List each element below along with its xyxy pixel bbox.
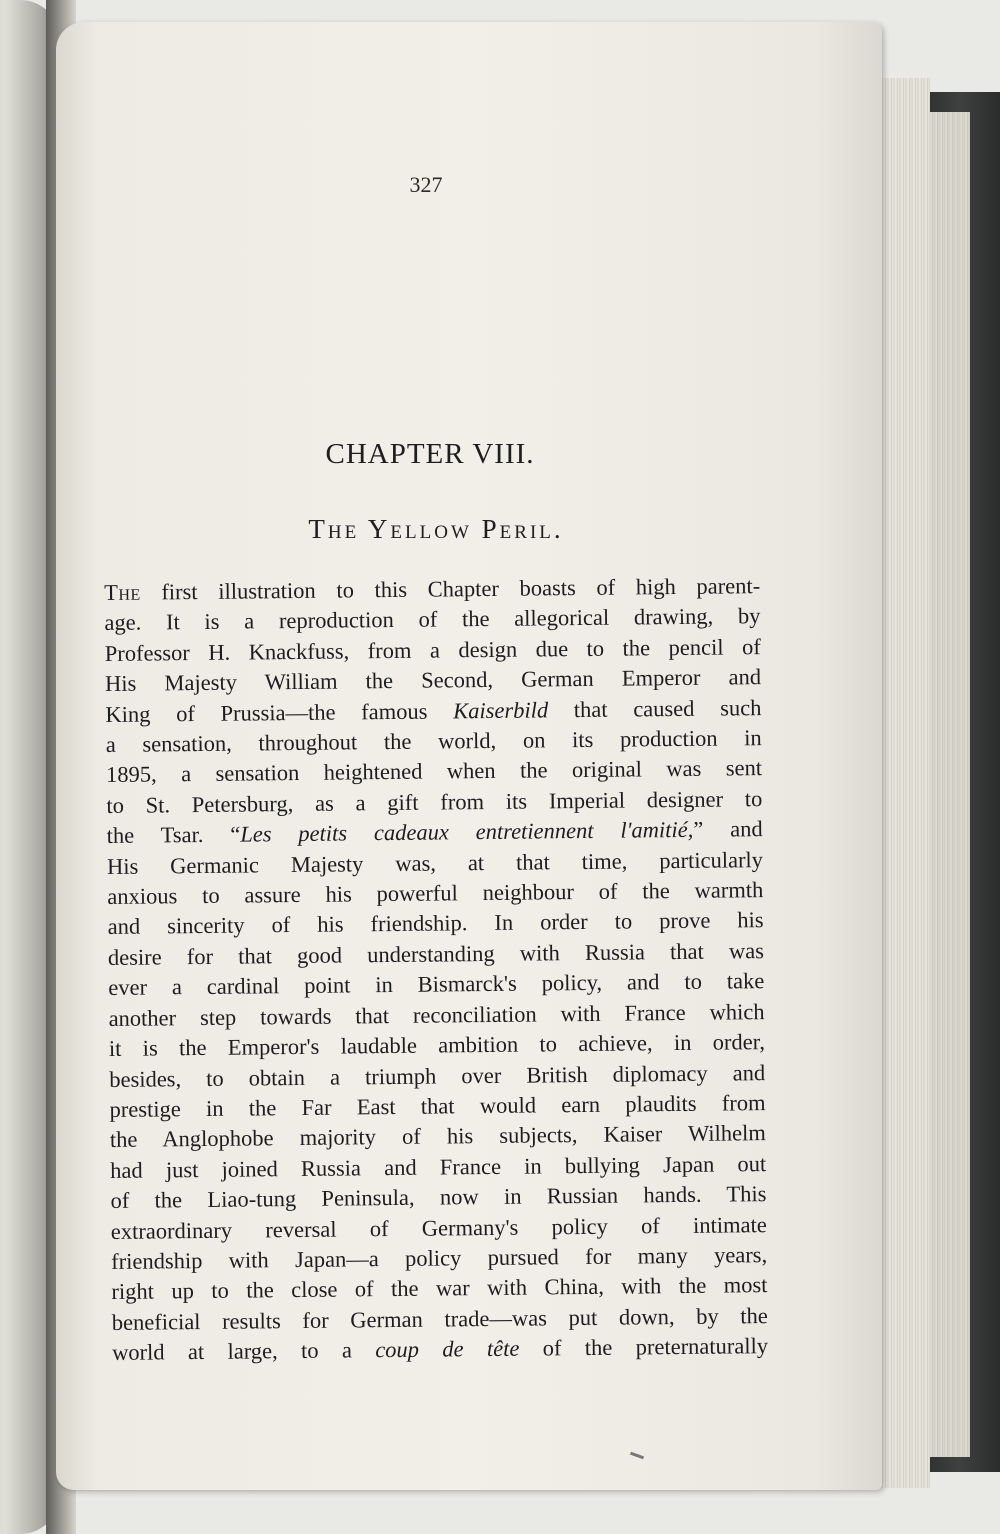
lead-in: The <box>104 579 141 605</box>
text-line: the Anglophobe majority of his subjects, Kaiser Wilhelm <box>109 1120 766 1153</box>
italic-text: Les petits cadeaux entretiennent l'amitié, <box>240 817 694 847</box>
text-line: 1895, a sensation heightened when the original was sent <box>105 755 763 788</box>
text-line: His Germanic Majesty was, at that time, particularly <box>106 846 764 879</box>
ink-mark <box>630 1452 644 1460</box>
text-line: and sincerity of his friendship. In order to prove his <box>107 907 764 940</box>
chapter-subtitle: The Yellow Peril. <box>308 514 564 544</box>
text-line: His Majesty William the Second, German Emperor and <box>104 664 762 697</box>
text-line: to St. Petersburg, as a gift from its Imperial designer to <box>106 785 763 818</box>
text-line: friendship with Japan—a policy pursued for many years, <box>111 1242 768 1274</box>
text-line: anxious to assure his powerful neighbour of the warmth <box>107 877 764 910</box>
text-line <box>112 1331 768 1368</box>
text-line: right up to the close of the war with China, with the most <box>111 1272 768 1305</box>
text-line: beneficial results for German trade—was put down, by the <box>111 1302 768 1335</box>
line-text: the Tsar. “ <box>106 821 241 849</box>
line-text: world at large, to a <box>111 1337 376 1366</box>
line-text: King of Prussia—the famous <box>105 697 454 727</box>
line-text: of the preternaturally <box>519 1333 769 1361</box>
italic-text: Kaiserbild <box>452 696 549 723</box>
text-line: desire for that good understanding with Russia that was <box>107 937 765 970</box>
text-line: besides, to obtain a triumph over British diplomacy and <box>109 1059 766 1092</box>
chapter-title: CHAPTER VIII. <box>325 438 535 470</box>
text-line: ever a cardinal point in Bismarck's policy, and to take <box>108 968 765 1001</box>
book-page <box>56 22 882 1490</box>
line-text: ” and <box>693 816 763 843</box>
text-line: prestige in the Far East that would earn plaudits from <box>109 1090 766 1122</box>
text-line: Professor H. Knackfuss, from a design due to the pencil of <box>104 633 761 666</box>
page-number: 327 <box>409 172 443 197</box>
text-line: it is the Emperor's laudable ambition to achieve, in order, <box>108 1029 766 1062</box>
text-line: had just joined Russia and France in bullying Japan out <box>110 1150 767 1183</box>
line-text: that caused such <box>548 694 762 722</box>
text-line: another step towards that reconciliation with France which <box>108 998 765 1031</box>
italic-text: coup de tête <box>375 1335 520 1363</box>
text-line: of the Liao-tung Peninsula, now in Russian hands. This <box>110 1181 767 1214</box>
text-line: age. It is a reproduction of the allegorical drawing, by <box>104 603 761 636</box>
line-text: first illustration to this Chapter boasts of high parent- <box>140 573 761 605</box>
body-text <box>104 571 768 1368</box>
text-line: a sensation, throughout the world, on its production in <box>105 725 762 758</box>
page-block-edge <box>928 112 970 1457</box>
text-line: extraordinary reversal of Germany's policy of intimate <box>110 1211 767 1244</box>
